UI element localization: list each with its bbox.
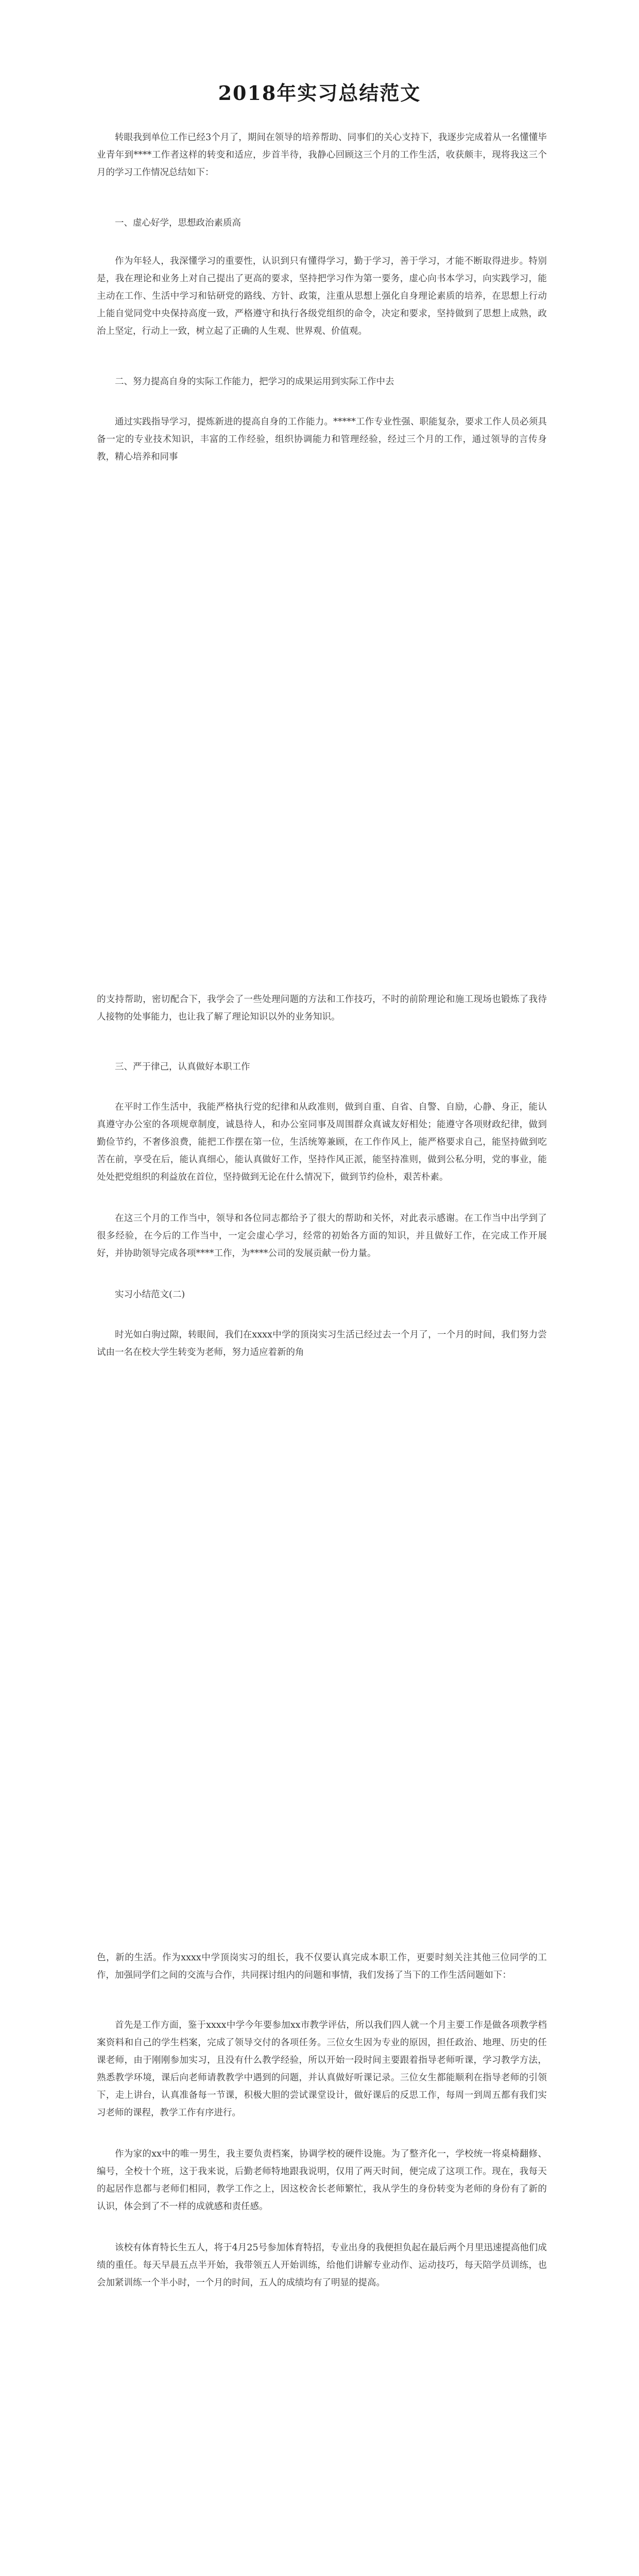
paragraph-5: 首先是工作方面，鉴于xxxx中学今年要参加xx市教学评估，所以我们四人就一个月主要工作是做各项教学档案资料和自己的学生档案，完成了领导交付的各项任务。三位女生因为专业的原因，担任政治、地理、历史的任课老师，由于刚刚参加实习，且没有什么教学经验，所以开始一段时间主要跟着指导老师听课，学习教学方法，熟悉教学环境，课后向老师请教教学中遇到的问题，并认真做好听课记录。三位女生都能顺利在指导老师的引领下，走上讲台，认真准备每一节课，积极大胆的尝试课堂设计，做好课后的反思工作，每周一到周五都有我们实习老师的课程，教学工作有序进行。 bbox=[97, 2020, 547, 2118]
paragraph-4a: 时光如白驹过隙，转眼间，我们在xxxx中学的顶岗实习生活已经过去一个月了，一个月的时间，我们努力尝试由一名在校大学生转变为老师，努力适应着新的角 bbox=[97, 1330, 547, 1358]
page-title: 2018年实习总结范文 bbox=[218, 81, 421, 105]
paragraph-2a: 通过实践指导学习，提炼新进的提高自身的工作能力。*****工作专业性强、职能复杂，要求工作人员必须具备一定的专业技术知识，丰富的工作经验，组织协调能力和管理经验，经过三个月的工作，通过领导的言传身教，精心培养和同事 bbox=[97, 417, 547, 462]
section-heading-3: 三、严于律己，认真做好本职工作 bbox=[115, 1062, 250, 1072]
section-heading-1: 一、虚心好学，思想政治素质高 bbox=[115, 218, 241, 228]
section-part-1 bbox=[97, 129, 547, 466]
paragraph-3b: 在这三个月的工作当中，领导和各位同志都给予了很大的帮助和关怀，对此表示感谢。在工作当中出学到了很多经验，在今后的工作当中，一定会虚心学习，经常的初始各方面的知识，并且做好工作，在完成工作开展好，并协助领导完成各项****工作，为****公司的发展贡献一份力量。 bbox=[97, 1213, 547, 1259]
paragraph-2b: 的支持帮助，密切配合下，我学会了一些处理问题的方法和工作技巧，不时的前阶理论和施工现场也锻炼了我待人接物的处事能力，也让我了解了理论知识以外的业务知识。 bbox=[97, 994, 547, 1022]
section-heading-2: 二、努力提高自身的实际工作能力，把学习的成果运用到实际工作中去 bbox=[115, 377, 394, 387]
paragraph-4b: 色，新的生活。作为xxxx中学顶岗实习的组长，我不仅要认真完成本职工作，更要时刻关注其他三位同学的工作，加强同学们之间的交流与合作，共同探讨组内的问题和事情，我们发扬了当下的工作生活问题如下： bbox=[97, 1952, 547, 1980]
paragraph-1: 作为年轻人，我深懂学习的重要性，认识到只有懂得学习，勤于学习，善于学习，才能不断取得进步。特别是，我在理论和业务上对自己提出了更高的要求，坚持把学习作为第一要务，虚心向书本学习，向实践学习，能主动在工作、生活中学习和钻研党的路线、方针、政策，注重从思想上强化自身理论素质的培养，在思想上行动上能自觉同党中央保持高度一致，严格遵守和执行各级党组织的命令，决定和要求，坚持做到了思想上成熟，政治上坚定，行动上一致，树立起了正确的人生观、世界观、价值观。 bbox=[97, 256, 547, 336]
section-part-3 bbox=[97, 1940, 547, 2292]
subtitle-example-2: 实习小结范文(二) bbox=[115, 1290, 185, 1300]
intro-paragraph: 转眼我到单位工作已经3个月了，期间在领导的培养帮助、同事们的关心支持下，我逐步完成着从一名懂懂毕业青年到****工作者这样的转变和适应，步首半待，我静心回顾这三个月的工作生活，收获颇丰，现将我这三个月的学习工作情况总结如下： bbox=[97, 132, 547, 178]
paragraph-7: 该校有体育特长生五人，将于4月25号参加体育特招，专业出身的我便担负起在最后两个月里迅速提高他们成绩的重任。每天早晨五点半开始，我带领五人开始训练，给他们讲解专业动作、运动技巧，每天陪学员训练，也会加紧训练一个半小时，一个月的时间，五人的成绩均有了明显的提高。 bbox=[97, 2243, 547, 2288]
paragraph-6: 作为家的xx中的唯一男生，我主要负责档案，协调学校的硬件设施。为了整齐化一，学校统一将桌椅翻修、编号，全校十个班，这于我来说，后勤老师特地跟我说明，仅用了两天时间，便完成了这项工作。现在，我每天的起居作息都与老师们相同，教学工作之上，因这校舍长老师繁忙，我从学生的身份转变为老师的身份有了新的认识，体会到了不一样的成就感和责任感。 bbox=[97, 2149, 547, 2212]
paragraph-3a: 在平时工作生活中，我能严格执行党的纪律和从政准则，做到自重、自省、自警、自励，心静、身正，能认真遵守办公室的各项规章制度，诚恳待人，和办公室同事及周围群众真诚友好相处；能遵守各项财政纪律，做到勤俭节约，不奢侈浪费，能把工作摆在第一位，生活统筹兼顾，在工作作风上，能严格要求自己，能坚持做到吃苦在前，享受在后，能认真细心，能认真做好工作，坚持作风正派，能坚持准则，做到公私分明，党的事业，能处处把党组织的利益放在首位，坚持做到无论在什么情况下，做到节约俭朴，艰苦朴素。 bbox=[97, 1102, 547, 1182]
section-part-2 bbox=[97, 981, 547, 1361]
